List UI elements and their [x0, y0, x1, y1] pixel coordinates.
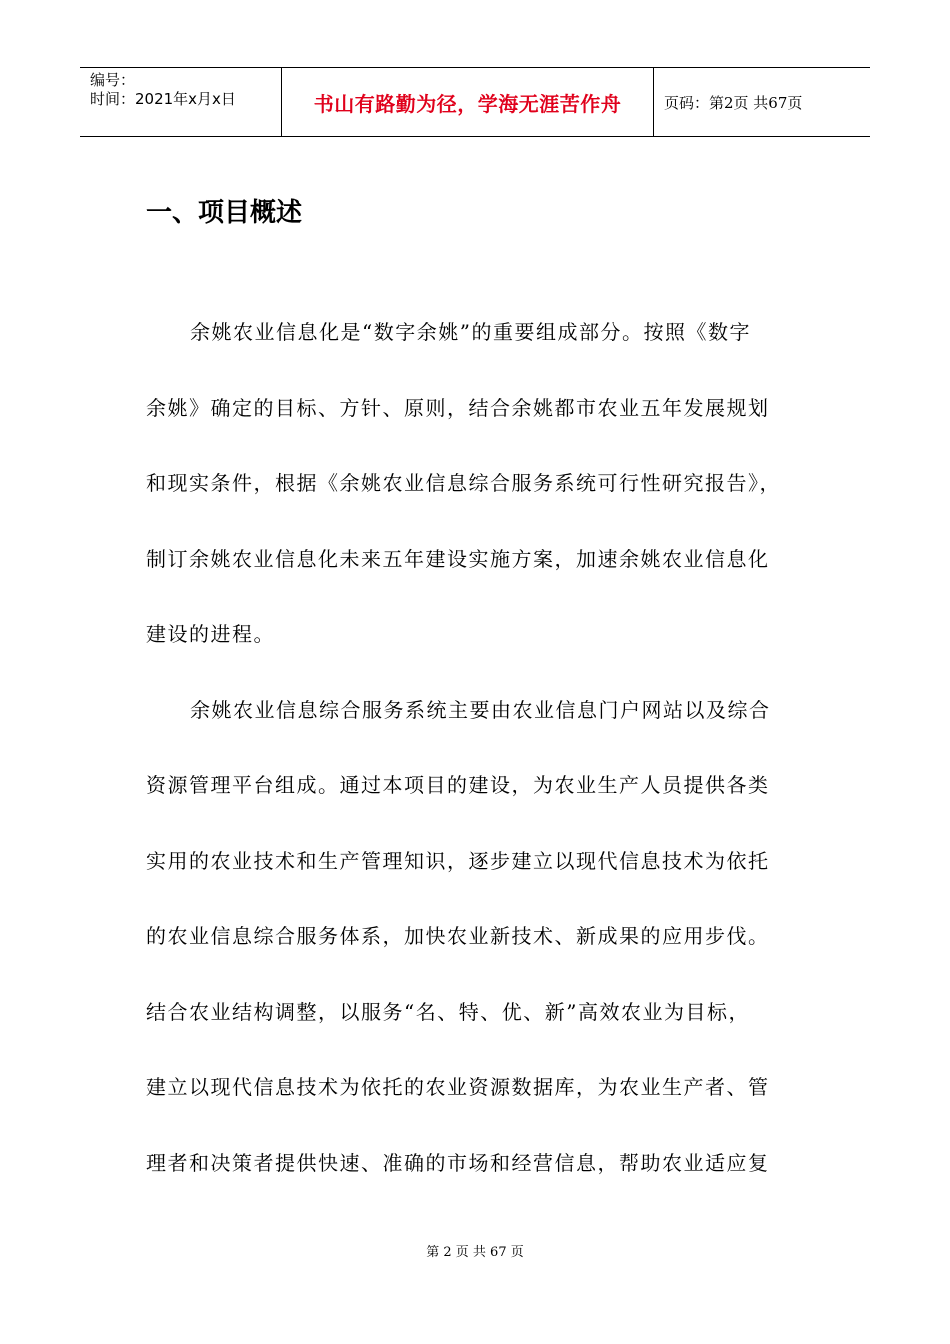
- paragraph-line: 建立以现代信息技术为依托的农业资源数据库，为农业生产者、管: [146, 1075, 770, 1099]
- paragraph-line: 结合农业结构调整，以服务“名、特、优、新”高效农业为目标，: [146, 999, 750, 1024]
- page-header: [80, 67, 870, 137]
- paragraph-line: 建设的进程。: [146, 622, 275, 646]
- serial-label: 编号：: [90, 71, 136, 89]
- paragraph-line: 资源管理平台组成。通过本项目的建设，为农业生产人员提供各类: [146, 773, 770, 797]
- body-text: [146, 313, 818, 1219]
- paragraph-line: 余姚》确定的目标、方针、原则，结合余姚都市农业五年发展规划: [146, 395, 770, 420]
- paragraph-line: 余姚农业信息化是“数字余姚”的重要组成部分。按照《数字: [190, 320, 751, 344]
- header-motto: 书山有路勤为径，学海无涯苦作舟: [282, 68, 654, 136]
- header-page-info: 页码：第2页 共67页: [664, 93, 803, 112]
- paragraph-line: 的农业信息综合服务体系，加快农业新技术、新成果的应用步伐。: [146, 924, 770, 948]
- header-meta-cell: [80, 68, 282, 136]
- date-label: 时间：2021年x月x日: [90, 90, 236, 108]
- paragraph-line: 余姚农业信息综合服务系统主要由农业信息门户网站以及综合: [190, 697, 771, 722]
- paragraph-line: 和现实条件，根据《余姚农业信息综合服务系统可行性研究报告》，: [146, 471, 781, 495]
- paragraph-line: 制订余姚农业信息化未来五年建设实施方案，加速余姚农业信息化: [146, 546, 770, 571]
- paragraph-line: 实用的农业技术和生产管理知识，逐步建立以现代信息技术为依托: [146, 848, 770, 873]
- section-title: 一、项目概述: [146, 198, 303, 228]
- paragraph-line: 理者和决策者提供快速、准确的市场和经营信息，帮助农业适应复: [146, 1150, 770, 1175]
- page-footer: 第 2 页 共 67 页: [426, 1245, 524, 1260]
